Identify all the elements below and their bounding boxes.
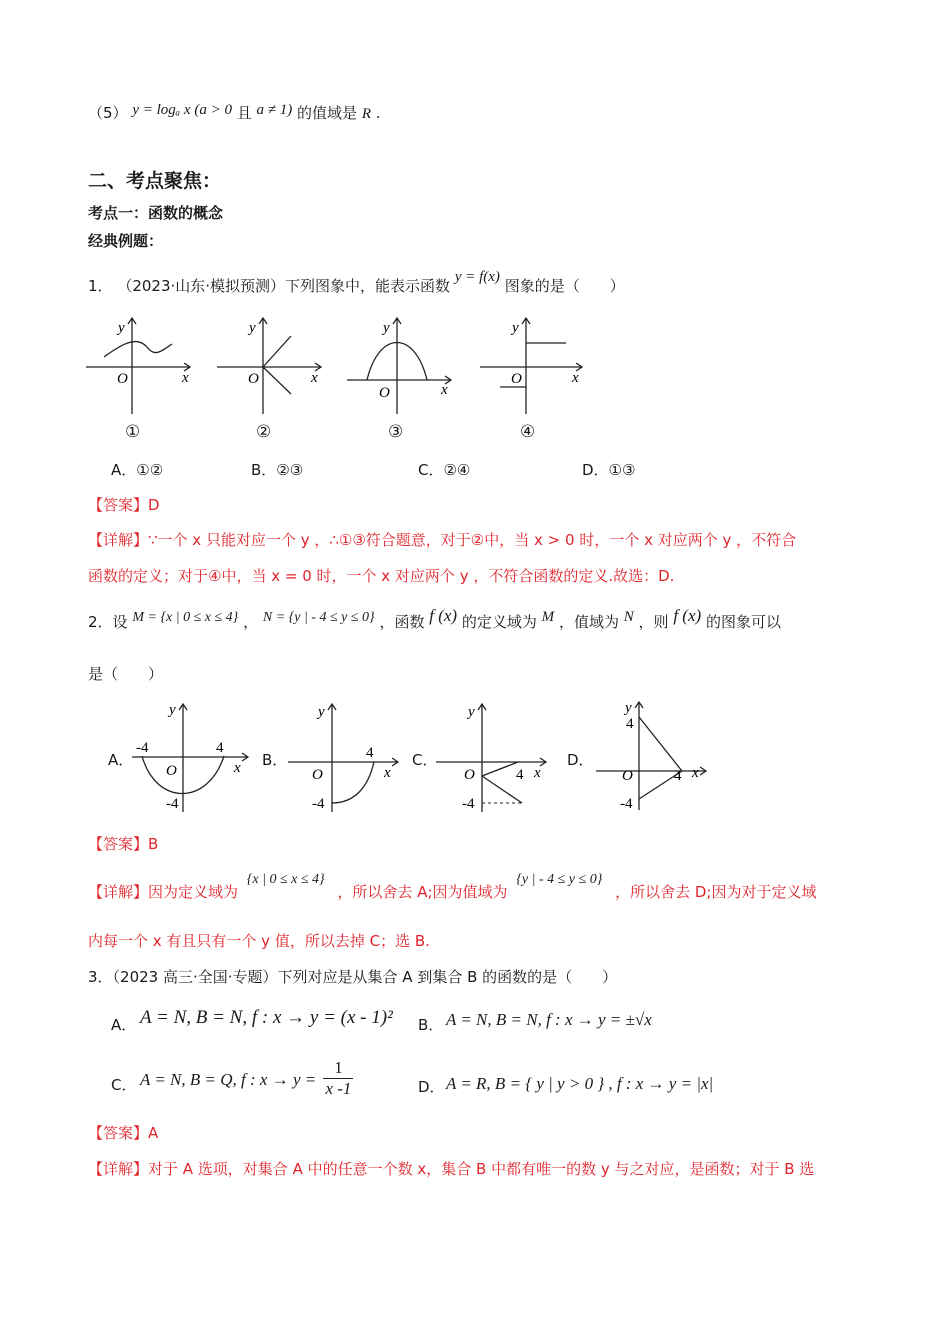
q1-detail-line-1: 【详解】∵一个 x 只能对应一个 y ，∴①③符合题意，对于②中，当 x > 0 时，一个 x 对应两个 y ，不符合 <box>88 531 797 549</box>
q1-option-c: C．②④ <box>418 461 471 479</box>
q1-g2-y-label: y <box>249 320 256 336</box>
q2-detail-set-1: {x | 0 ≤ x ≤ 4} <box>246 872 325 887</box>
q2-detail-set-2: {y | - 4 ≤ y ≤ 0} <box>516 872 603 887</box>
q3-option-c-pre: A = N, B = Q, f : x → y = <box>140 1070 317 1089</box>
q2-c-x-label: x <box>534 765 541 781</box>
q2-d-tick-neg4: -4 <box>620 796 633 812</box>
q2-number: 2．设 <box>88 613 128 631</box>
q2-a-origin: O <box>166 763 177 779</box>
q2-option-d-label: D． <box>567 751 594 769</box>
q1-g3-origin: O <box>379 385 390 401</box>
q1-tail: 图象的是（ ） <box>504 277 625 295</box>
q1-stem <box>88 269 625 297</box>
item-5-suffix: 的值域是 <box>297 104 358 122</box>
q2-b-tick-4: 4 <box>366 745 374 761</box>
q2-comma: ， <box>243 613 259 631</box>
q3-option-c <box>140 1058 353 1099</box>
q3-detail: 【详解】对于 A 选项，对集合 A 中的任意一个数 x，集合 B 中都有唯一的数 y 与之对应，是函数；对于 B 选 <box>88 1160 815 1178</box>
q2-c-y-label: y <box>468 704 475 720</box>
q1-detail-line-2: 函数的定义；对于④中，当 x = 0 时，一个 x 对应两个 y ，不符合函数的定义.故选：D. <box>88 567 675 585</box>
q2-b-tick-neg4: -4 <box>312 796 325 812</box>
q3-option-b-label: B． <box>418 1016 444 1034</box>
q2-a-x-label: x <box>234 760 241 776</box>
q1-g3-y-label: y <box>383 320 390 336</box>
point-title: 考点一：函数的概念 <box>88 204 224 222</box>
q1-g1-x-label: x <box>182 370 189 386</box>
q1-option-a: A．①② <box>111 461 164 479</box>
q2-domain-text: 的定义域为 <box>461 613 537 631</box>
q2-detail-a: 【详解】因为定义域为 <box>88 883 239 901</box>
q3-option-c-denominator: x -1 <box>325 1079 352 1098</box>
q2-range-text: ，值域为 <box>558 613 619 631</box>
q2-b-origin: O <box>312 767 323 783</box>
q3-option-c-fraction <box>323 1058 353 1099</box>
q2-graph-text: 的图象可以 <box>705 613 781 631</box>
item-5-line <box>88 103 381 124</box>
q2-N: N <box>623 609 634 625</box>
q2-detail-b: ，所以舍去 A;因为值域为 <box>337 883 508 901</box>
q1-graph-1 <box>84 314 194 424</box>
q3-option-c-numerator: 1 <box>323 1058 353 1079</box>
q1-graph-2 <box>215 314 325 424</box>
q1-g1-y-label: y <box>118 320 125 336</box>
q1-source: （2023·山东·模拟预测）下列图象中，能表示函数 <box>117 277 451 295</box>
q1-g4-origin: O <box>511 371 522 387</box>
q2-M: M <box>541 609 555 625</box>
section-title: 二、考点聚焦： <box>88 170 222 192</box>
q2-graph-c <box>434 700 554 820</box>
q1-graph-4-label: ④ <box>520 422 536 442</box>
q2-set-N: N = {y | - 4 ≤ y ≤ 0} <box>262 610 375 625</box>
q2-b-y-label: y <box>318 704 325 720</box>
q2-option-b-label: B． <box>262 751 288 769</box>
item-5-end: . <box>375 104 381 122</box>
item-5-prefix: （5） <box>88 104 128 122</box>
q2-c-tick-4: 4 <box>516 767 524 783</box>
q2-d-y-label: y <box>625 700 632 716</box>
q1-graph-4 <box>478 314 588 424</box>
q3-option-a-label: A． <box>111 1016 137 1034</box>
q3-option-d: A = R, B = { y | y > 0 } , f : x → y = |x| <box>446 1074 714 1093</box>
q2-d-tick-4-y: 4 <box>626 716 634 732</box>
q2-b-x-label: x <box>384 765 391 781</box>
examples-title: 经典例题： <box>88 232 164 250</box>
q1-g3-x-label: x <box>441 382 448 398</box>
q1-function: y = f(x) <box>454 269 500 285</box>
q1-g4-y-label: y <box>512 320 519 336</box>
q1-graph-2-label: ② <box>256 422 272 442</box>
q2-option-c-label: C． <box>412 751 438 769</box>
item-5-cond: a ≠ 1) <box>256 102 293 118</box>
item-5-formula: y = logₐ x (a > 0 <box>132 102 232 118</box>
q3-option-a: A = N, B = N, f : x → y = (x - 1)² <box>140 1007 393 1028</box>
q3-option-c-label: C． <box>111 1076 137 1094</box>
q2-graph-d <box>592 700 712 820</box>
q2-a-tick-neg4-y: -4 <box>166 796 179 812</box>
q1-g2-x-label: x <box>311 370 318 386</box>
q3-stem: 3．（2023 高三·全国·专题）下列对应是从集合 A 到集合 B 的函数的是（ ） <box>88 968 618 986</box>
q1-option-d: D．①③ <box>582 461 636 479</box>
q1-number: 1． <box>88 277 113 295</box>
q2-option-a-label: A． <box>108 751 134 769</box>
q2-d-tick-4-x: 4 <box>674 768 682 784</box>
q2-stem <box>88 606 781 634</box>
q2-fx-2: f (x) <box>673 606 702 625</box>
q2-graph-b <box>284 700 404 820</box>
q1-graph-3 <box>345 314 460 424</box>
q2-detail-line-1 <box>88 872 817 904</box>
q2-then-text: ，则 <box>638 613 669 631</box>
item-5-and: 且 <box>236 104 252 122</box>
q2-set-M: M = {x | 0 ≤ x ≤ 4} <box>132 610 239 625</box>
q2-stem-line-2: 是（ ） <box>88 665 164 683</box>
q2-c-tick-neg4: -4 <box>462 796 475 812</box>
item-5-R: R <box>361 106 371 122</box>
q2-a-tick-neg4: -4 <box>136 740 149 756</box>
q1-answer: 【答案】D <box>88 496 160 514</box>
q1-g4-x-label: x <box>572 370 579 386</box>
q2-answer: 【答案】B <box>88 835 159 853</box>
q2-a-y-label: y <box>169 702 176 718</box>
q2-detail-line-2: 内每一个 x 有且只有一个 y 值，所以去掉 C；选 B. <box>88 932 430 950</box>
q2-detail-c: ，所以舍去 D;因为对于定义域 <box>615 883 817 901</box>
q2-func-text: ，函数 <box>379 613 425 631</box>
q2-c-origin: O <box>464 767 475 783</box>
q1-graph-3-label: ③ <box>388 422 404 442</box>
q3-option-d-label: D． <box>418 1078 445 1096</box>
q1-g1-origin: O <box>117 371 128 387</box>
q2-fx: f (x) <box>429 606 458 625</box>
q2-a-tick-4: 4 <box>216 740 224 756</box>
q2-d-origin: O <box>622 768 633 784</box>
q2-graph-a <box>128 700 253 820</box>
q3-answer: 【答案】A <box>88 1124 159 1142</box>
q1-g2-origin: O <box>248 371 259 387</box>
q1-graph-1-label: ① <box>125 422 141 442</box>
q2-d-x-label: x <box>692 765 699 781</box>
q3-option-b: A = N, B = N, f : x → y = ±√x <box>446 1010 652 1029</box>
q1-option-b: B．②③ <box>251 461 304 479</box>
